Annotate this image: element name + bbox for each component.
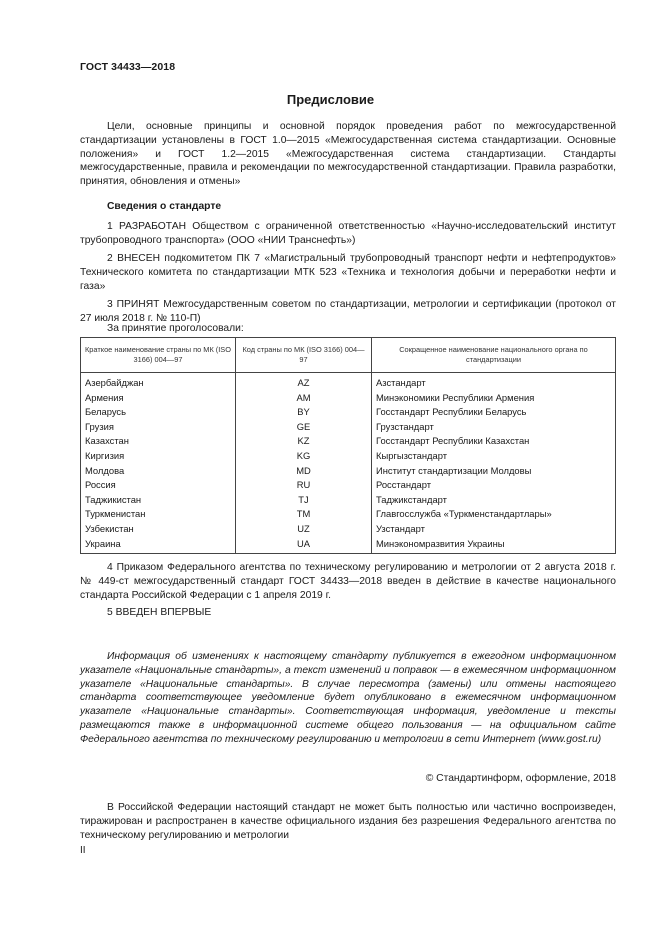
standards-body-cell: Росстандарт [372, 478, 616, 493]
reproduction-notice: В Российской Федерации настоящий стандарт не может быть полностью или частично воспроизведен, тиражирован и распространен в качестве официального издания без разрешения Федерального агентства по техническому регулированию и метрологии [80, 802, 616, 841]
standards-body-cell: Минэкономики Республики Армения [372, 391, 616, 406]
standards-body-cell: Госстандарт Республики Казахстан [372, 434, 616, 449]
country-cell: Армения [81, 391, 236, 406]
country-cell: Беларусь [81, 405, 236, 420]
table-row [81, 405, 616, 420]
standard-code-header: ГОСТ 34433—2018 [80, 61, 176, 73]
country-cell: Азербайджан [81, 373, 236, 391]
voting-table [80, 337, 616, 554]
table-row [81, 373, 616, 391]
section-heading: Сведения о стандарте [107, 201, 222, 212]
item-submitted: 2 ВНЕСЕН подкомитетом ПК 7 «Магистральный трубопроводный транспорт нефти и нефтепродуктов» Технического комитета по стандартизации МТК 523 «Техника и технология добычи и переработки нефти и газа» [80, 253, 616, 292]
table-row [81, 420, 616, 435]
page-title: Предисловие [286, 92, 375, 107]
table-row [81, 478, 616, 493]
table-row [81, 493, 616, 508]
copyright-line: © Стандартинформ, оформление, 2018 [425, 773, 616, 784]
country-cell: Украина [81, 537, 236, 554]
country-cell: Туркменистан [81, 507, 236, 522]
page-number: II [80, 845, 86, 856]
country-cell: Киргизия [81, 449, 236, 464]
country-cell: Грузия [81, 420, 236, 435]
changes-info-paragraph: Информация об изменениях к настоящему стандарту публикуется в ежегодном информационном указателе «Национальные стандарты», а текст изменений и поправок — в ежемесячном информационном указателе «Национальные стандарты». В случае пересмотра (замены) или отмены настоящего стандарта соответствующее уведомление будет опубликовано в ежемесячном информационном указателе «Национальные стандарты». Соответствующая информация, уведомление и тексты размещаются также в информационной системе общего пользования — на официальном сайте Федерального агентства по техническому регулированию и метрологии в сети Интернет (www.gost.ru) [80, 651, 616, 745]
standards-body-cell: Институт стандартизации Молдовы [372, 464, 616, 479]
standards-body-cell: Азстандарт [372, 373, 616, 391]
voted-label: За принятие проголосовали: [107, 323, 244, 334]
header-country: Краткое наименование страны по МК (ISO 3166) 004—97 [81, 338, 236, 373]
table-row [81, 522, 616, 537]
item-enacted: 4 Приказом Федерального агентства по техническому регулированию и метрологии от 2 августа 2018 г. № 449-ст межгосударственный стандарт ГОСТ 34433—2018 введен в действие в качестве национального стандарта Российской Федерации с 1 апреля 2019 г. [80, 562, 616, 601]
item-developed: 1 РАЗРАБОТАН Обществом с ограниченной ответственностью «Научно-исследовательский институт трубопроводного транспорта» (ООО «НИИ Транснефть») [80, 221, 616, 246]
country-code-cell: KZ [236, 434, 372, 449]
country-cell: Россия [81, 478, 236, 493]
country-code-cell: MD [236, 464, 372, 479]
country-code-cell: GE [236, 420, 372, 435]
table-row [81, 449, 616, 464]
standards-body-cell: Главгосслужба «Туркменстандартлары» [372, 507, 616, 522]
country-code-cell: UZ [236, 522, 372, 537]
country-code-cell: KG [236, 449, 372, 464]
standards-body-cell: Грузстандарт [372, 420, 616, 435]
country-code-cell: TM [236, 507, 372, 522]
item-introduced: 5 ВВЕДЕН ВПЕРВЫЕ [107, 607, 212, 618]
country-code-cell: RU [236, 478, 372, 493]
standards-body-cell: Госстандарт Республики Беларусь [372, 405, 616, 420]
table-row [81, 464, 616, 479]
country-code-cell: TJ [236, 493, 372, 508]
standards-body-cell: Таджикстандарт [372, 493, 616, 508]
country-cell: Узбекистан [81, 522, 236, 537]
country-code-cell: AM [236, 391, 372, 406]
country-code-cell: AZ [236, 373, 372, 391]
country-code-cell: BY [236, 405, 372, 420]
standards-body-cell: Кыргызстандарт [372, 449, 616, 464]
table-row [81, 537, 616, 554]
country-cell: Таджикистан [81, 493, 236, 508]
table-row [81, 391, 616, 406]
standards-body-cell: Минэкономразвития Украины [372, 537, 616, 554]
country-cell: Молдова [81, 464, 236, 479]
header-code: Код страны по МК (ISO 3166) 004—97 [236, 338, 372, 373]
item-adopted: 3 ПРИНЯТ Межгосударственным советом по стандартизации, метрологии и сертификации (протокол от 27 июля 2018 г. № 110-П) [80, 299, 616, 324]
intro-paragraph: Цели, основные принципы и основной порядок проведения работ по межгосударственной стандартизации установлены в ГОСТ 1.0—2015 «Межгосударственная система стандартизации. Основные положения» и ГОСТ 1.2—2015 «Межгосударственная система стандартизации. Стандарты межгосударственные, правила и рекомендации по межгосударственной стандартизации. Правила разработки, принятия, обновления и отмены» [80, 121, 616, 188]
country-cell: Казахстан [81, 434, 236, 449]
table-row [81, 507, 616, 522]
table-header-row [81, 338, 616, 373]
standards-body-cell: Узстандарт [372, 522, 616, 537]
country-code-cell: UA [236, 537, 372, 554]
header-body: Сокращенное наименование национального органа по стандартизации [372, 338, 616, 373]
table-row [81, 434, 616, 449]
